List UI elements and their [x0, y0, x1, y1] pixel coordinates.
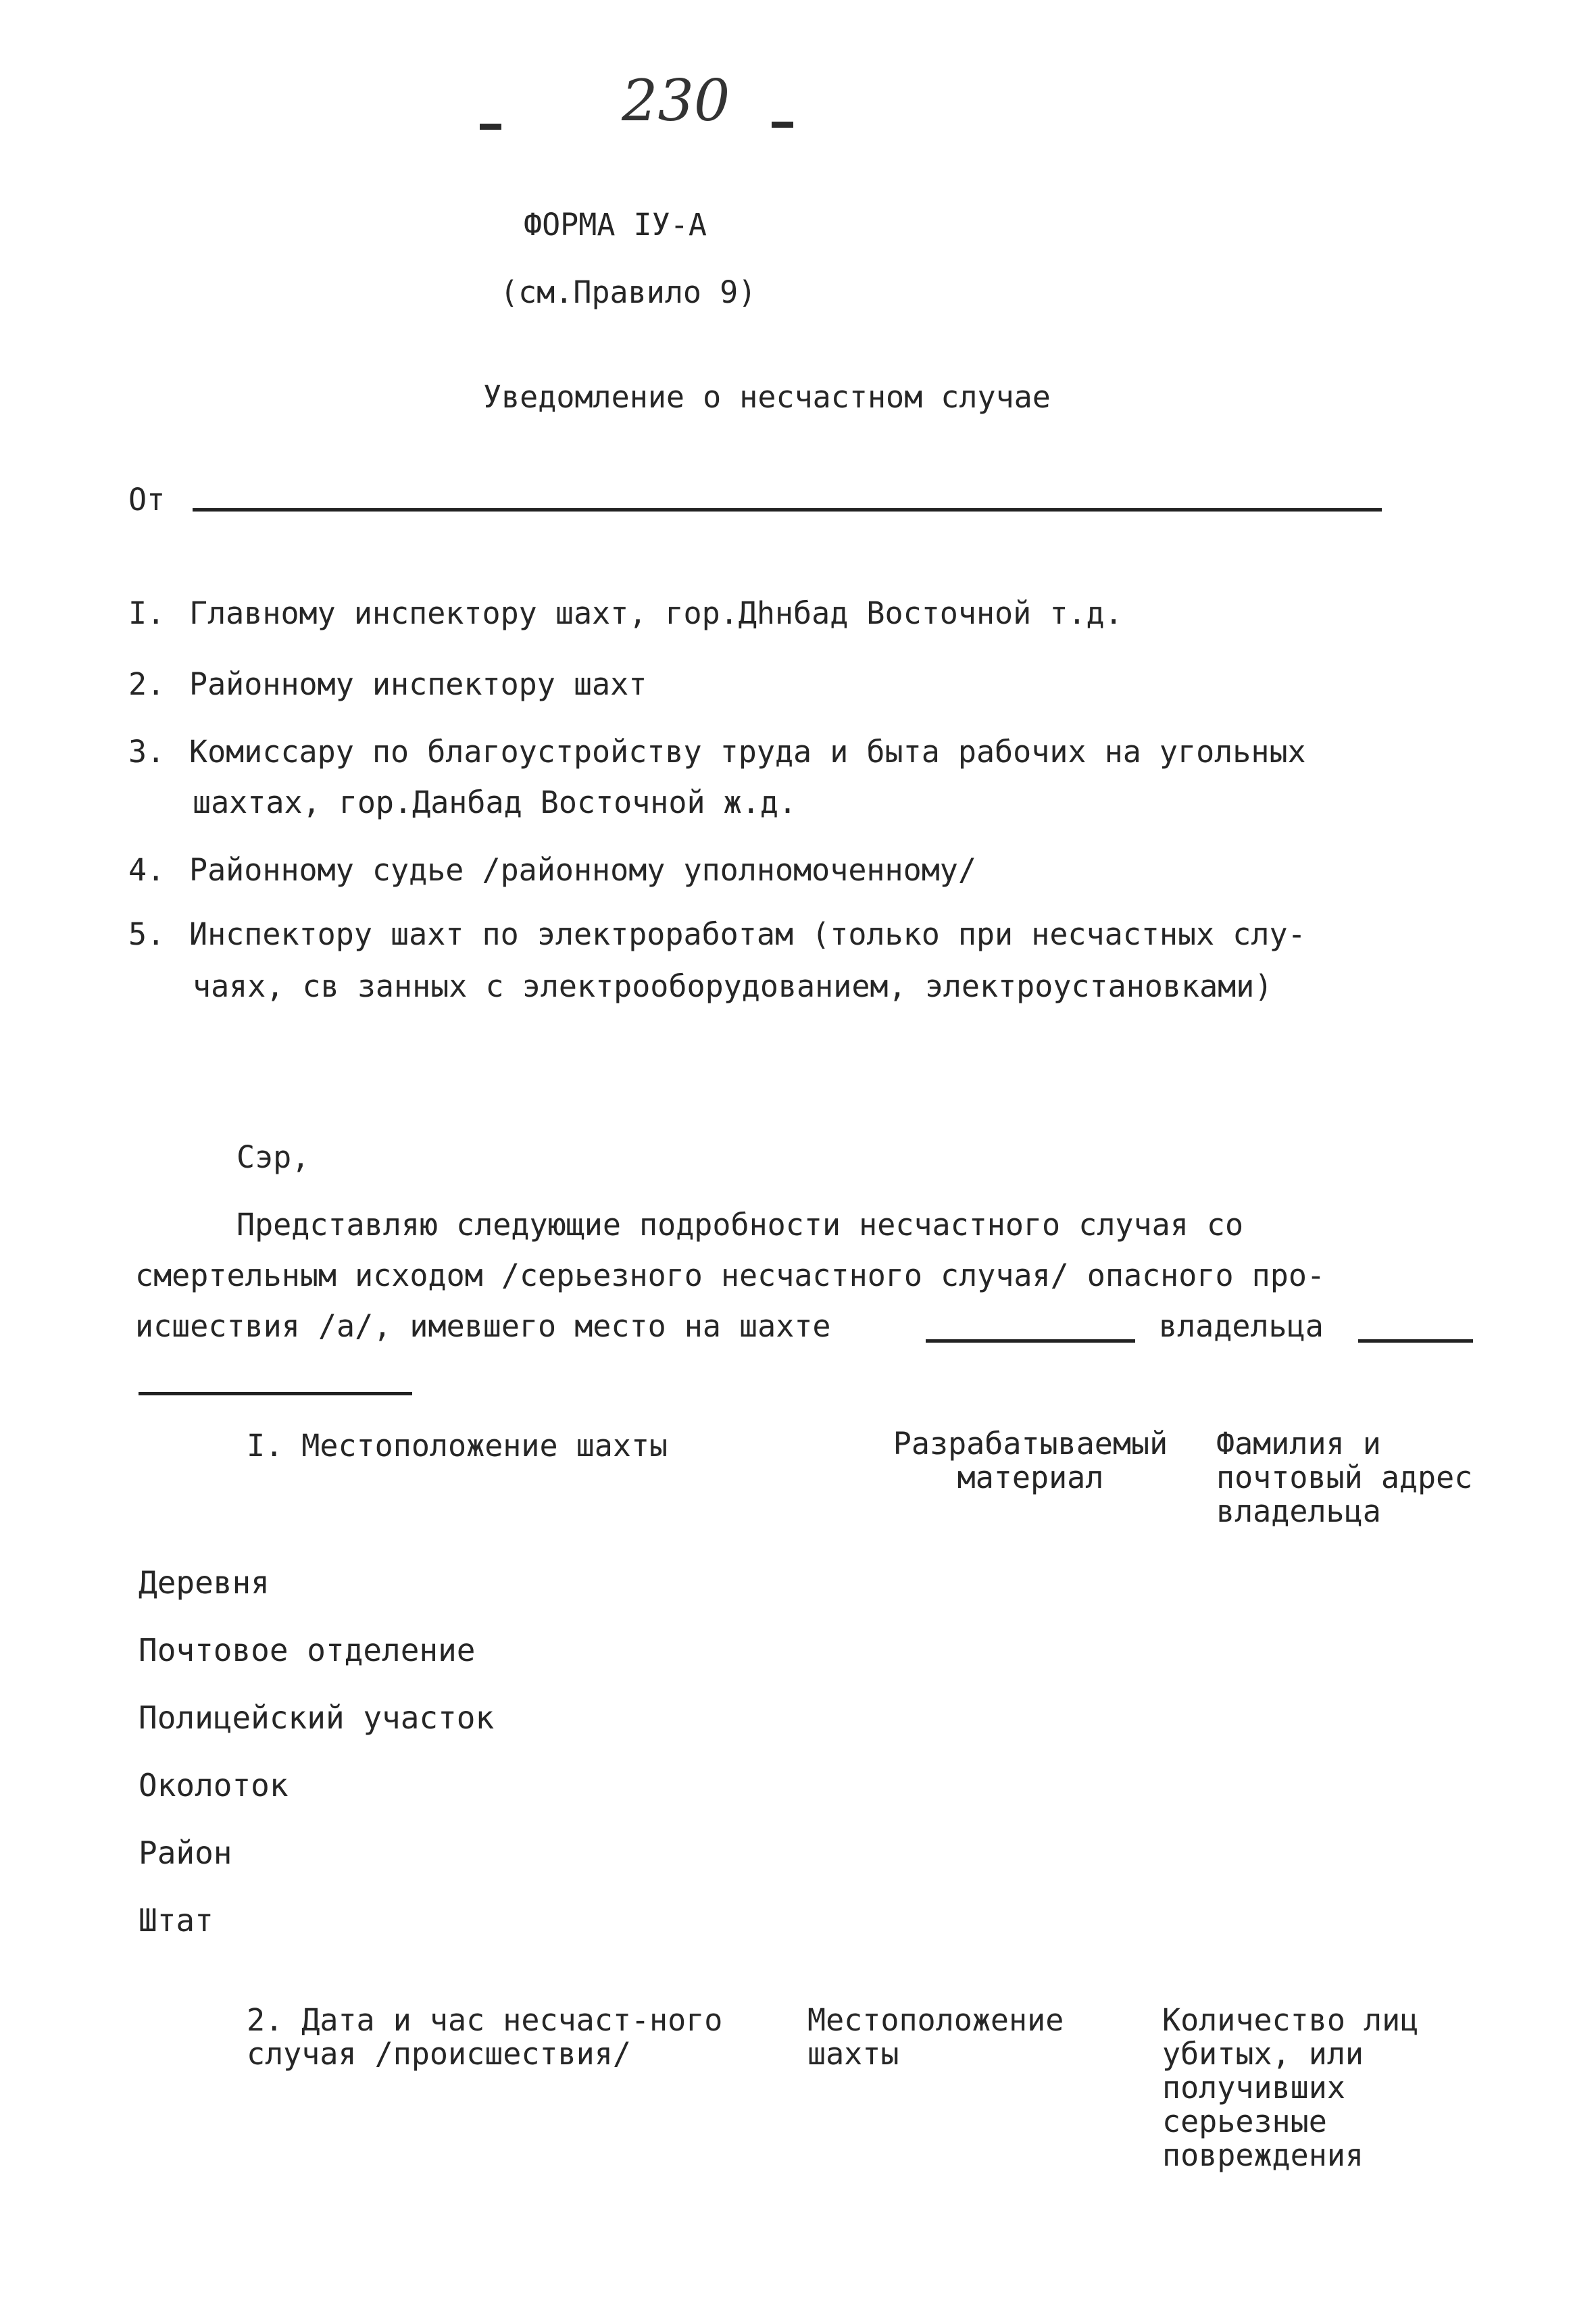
salutation: Сэр, [236, 1139, 310, 1175]
body-line-2: смертельным исходом /серьезного несчастного случая/ опасного про- [135, 1258, 1325, 1293]
from-label: От [128, 482, 166, 518]
owner-blank-line-2 [139, 1392, 412, 1395]
owner-blank-line [1358, 1339, 1473, 1343]
field-village: Деревня [139, 1564, 270, 1601]
mine-blank-line [926, 1339, 1135, 1343]
recipient-5: 5. Инспектору шахт по электроработам (только при несчастных слу- [128, 916, 1306, 952]
recipient-3: 3. Комиссару по благоустройству труда и быта рабочих на угольных [128, 734, 1306, 770]
section-1-title: I. Местоположение шахты [247, 1428, 668, 1464]
section-1-col-material: Разрабатываемый материал [893, 1426, 1168, 1495]
section-2-col-location: Местоположение шахты [807, 2002, 1064, 2072]
field-district: Район [139, 1835, 232, 1871]
section-1-col-owner: Фамилия и почтовый адрес владельца [1216, 1426, 1473, 1529]
form-reference: (см.Правило 9) [500, 274, 757, 310]
header-dash-right [772, 122, 793, 128]
body-line-3b: владельца [1159, 1308, 1324, 1344]
field-state: Штат [139, 1902, 214, 1939]
recipient-3-cont: шахтах, гор.Данбад Восточной ж.д. [193, 785, 797, 820]
field-police-station: Полицейский участок [139, 1699, 495, 1736]
form-title: ФОРМА IУ-А [524, 207, 707, 243]
section-2-col-date: 2. Дата и час несчаст-ного случая /происшествия/ [247, 2002, 723, 2072]
recipient-5-cont: чаях, св занных с электрооборудованием, электроустановками) [193, 968, 1273, 1004]
recipient-2: 2. Районному инспектору шахт [128, 666, 647, 702]
body-line-3a: исшествия /а/, имевшего место на шахте [135, 1308, 831, 1344]
recipient-1: I. Главному инспектору шахт, гор.Дhнбад Восточной т.д. [128, 595, 1123, 631]
field-district-subdivision: Околоток [139, 1767, 289, 1803]
document-heading: Уведомление о несчастном случае [483, 379, 1051, 415]
from-blank-line [193, 508, 1382, 512]
header-dash-left [480, 124, 501, 130]
page-number: 230 [622, 68, 730, 134]
field-post-office: Почтовое отделение [139, 1632, 476, 1668]
body-line-1: Представляю следующие подробности несчастного случая со [236, 1207, 1244, 1243]
recipient-4: 4. Районному судье /районному уполномоченному/ [128, 852, 976, 888]
section-2-col-casualties: Количество лиц убитых, или получивших серьезные повреждения [1162, 2002, 1419, 2173]
